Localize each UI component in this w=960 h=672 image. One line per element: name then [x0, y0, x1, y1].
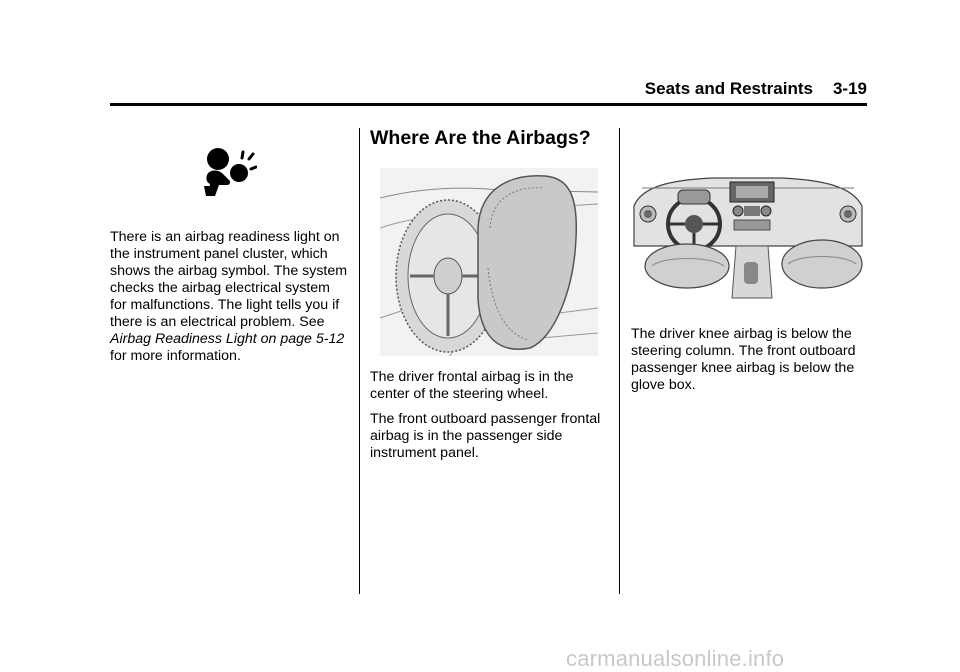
section-heading: Where Are the Airbags?: [370, 127, 591, 149]
knee-airbag-dashboard-illustration: [632, 166, 864, 300]
airbag-readiness-paragraph: [110, 229, 348, 365]
airbag-readiness-symbol-icon: [201, 146, 257, 202]
paragraph-text-end: for more information.: [110, 348, 241, 364]
cross-reference-link[interactable]: Airbag Readiness Light on page 5-12: [110, 331, 345, 347]
column-divider-right: [619, 128, 620, 594]
knee-airbag-paragraph: The driver knee airbag is below the steering column. The front outboard passenger knee airbag is below the glove box.: [631, 326, 856, 393]
page-header: [110, 79, 867, 101]
site-watermark: carmanualsonline.info: [566, 646, 785, 671]
steering-wheel-airbag-illustration: [380, 168, 598, 356]
paragraph-text: There is an airbag readiness light on the instrument panel cluster, which shows the airbag symbol. The system checks the airbag electrical system for malfunctions. The light tells you if there is an electrical problem. See: [110, 229, 348, 330]
section-title: Seats and Restraints: [644, 79, 813, 98]
column-divider-left: [359, 128, 360, 594]
driver-airbag-paragraph: The driver frontal airbag is in the center of the steering wheel.: [370, 369, 574, 402]
col1-text-block: [110, 229, 348, 365]
col2-text-block: [370, 369, 605, 462]
col3-text-block: [631, 326, 867, 394]
passenger-airbag-paragraph: The front outboard passenger frontal airbag is in the passenger side instrument panel.: [370, 411, 601, 461]
page-number: 3-19: [832, 79, 867, 98]
header-rule: [110, 103, 867, 106]
